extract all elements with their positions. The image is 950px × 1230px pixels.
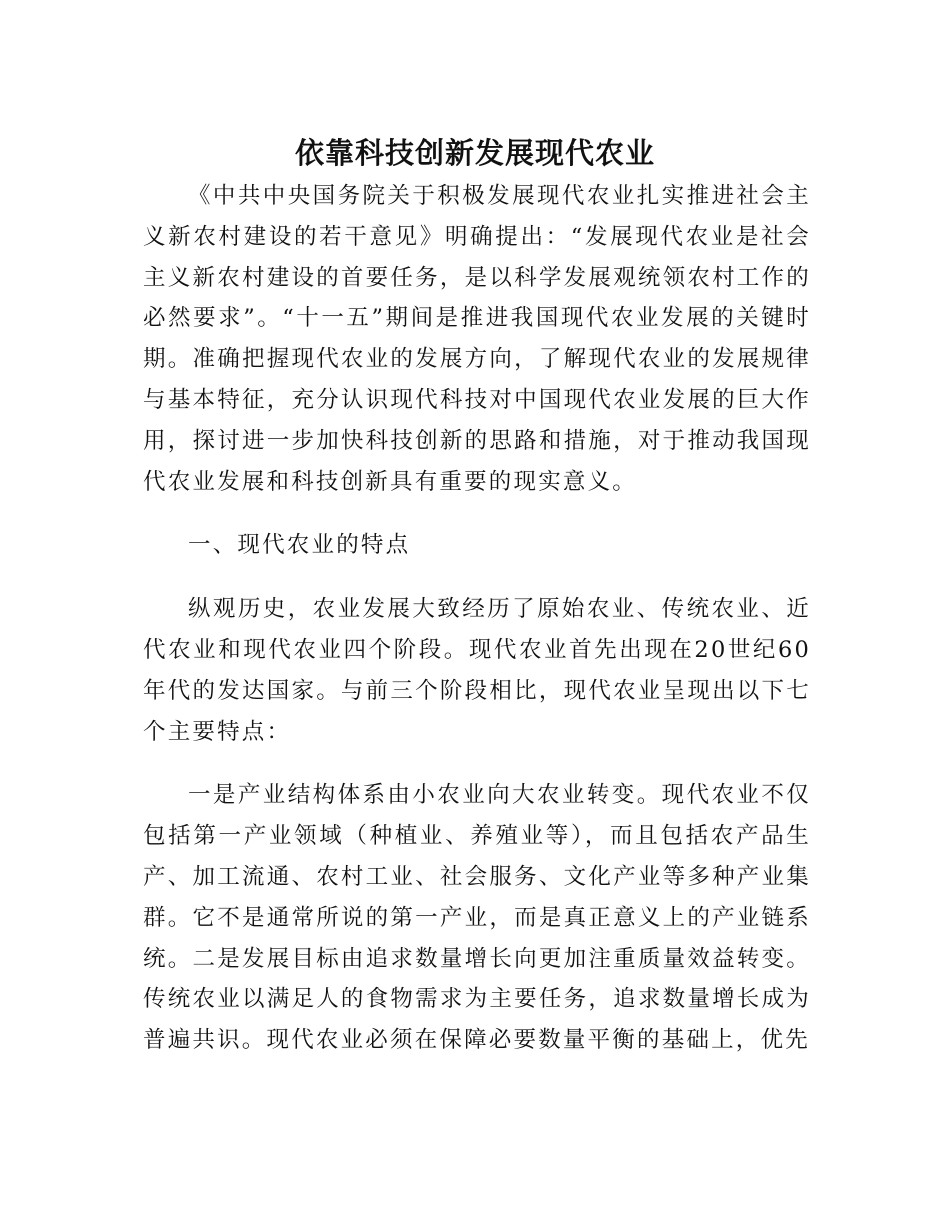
history-paragraph: 纵观历史，农业发展大致经历了原始农业、传统农业、近代农业和现代农业四个阶段。现代农业首先出现在20世纪60年代的发达国家。与前三个阶段相比，现代农业呈现出以下七个主要特点： [143,596,811,745]
intro-paragraph: 《中共中央国务院关于积极发展现代农业扎实推进社会主义新农村建设的若干意见》明确提出：“发展现代农业是社会主义新农村建设的首要任务，是以科学发展观统领农村工作的必然要求”。“十一五”期间是推进我国现代农业发展的关键时期。准确把握现代农业的发展方向，了解现代农业的发展规律与基本特征，充分认识现代科技对中国现代农业发展的巨大作用，探讨进一步加快科技创新的思路和措施，对于推动我国现代农业发展和科技创新具有重要的现实意义。 [143,183,811,495]
document-body [143,176,811,1061]
features-paragraph: 一是产业结构体系由小农业向大农业转变。现代农业不仅包括第一产业领域（种植业、养殖业等），而且包括农产品生产、加工流通、农村工业、社会服务、文化产业等多种产业集群。它不是通常所说的第一产业，而是真正意义上的产业链系统。二是发展目标由追求数量增长向更加注重质量效益转变。传统农业以满足人的食物需求为主要任务，追求数量增长成为普遍共识。现代农业必须在保障必要数量平衡的基础上，优先 [143,782,811,1054]
section-heading: 一、现代农业的特点 [188,532,411,559]
document-title: 依靠科技创新发展现代农业 [294,136,655,171]
